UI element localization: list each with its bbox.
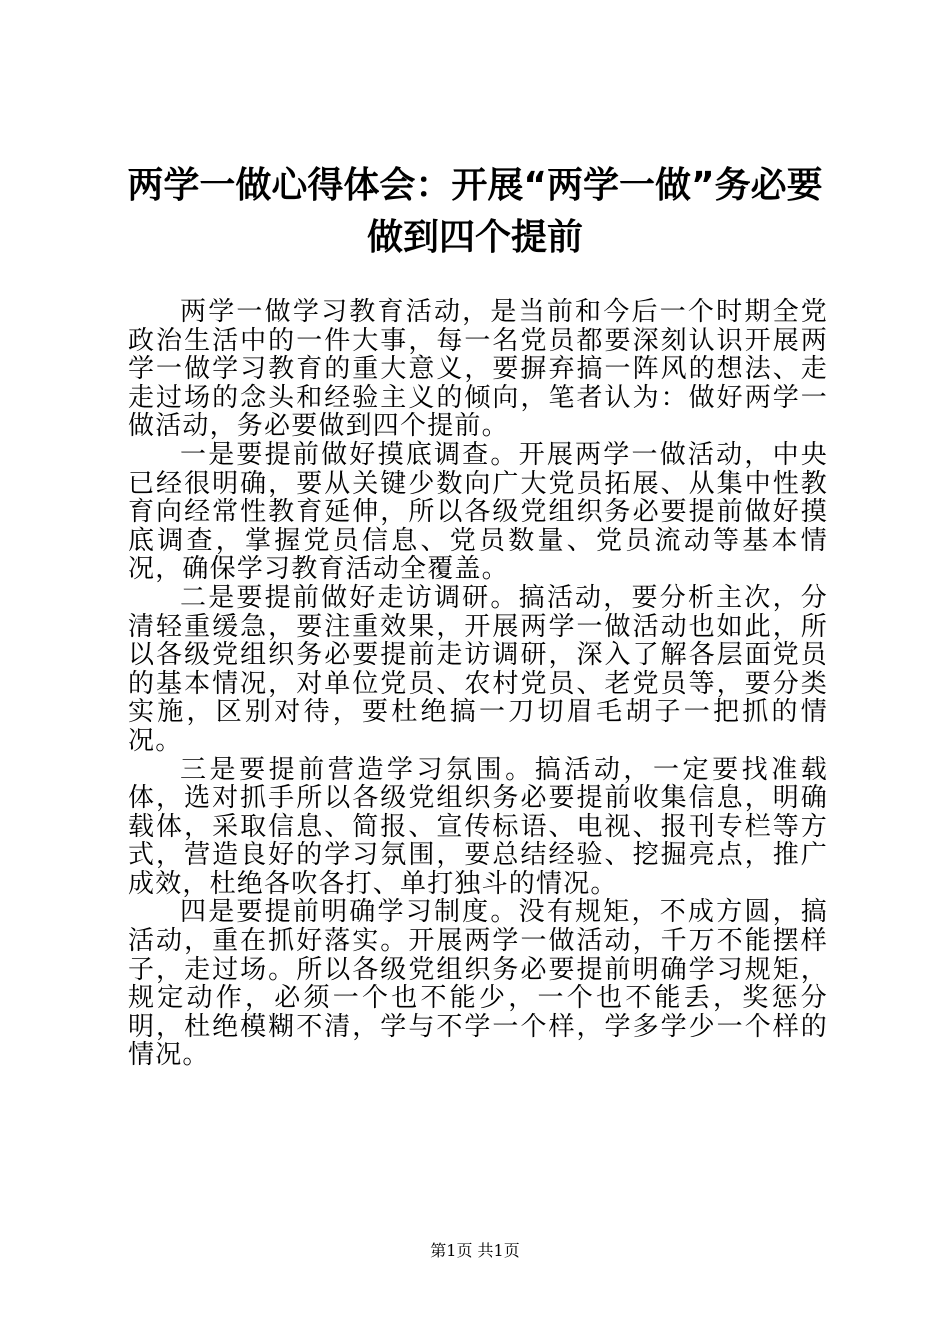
paragraph-second: 二是要提前做好走访调研。搞活动，要分析主次，分清轻重缓急，要注重效果，开展两学一做活动也如此，所以各级党组织务必要提前走访调研，深入了解各层面党员的基本情况，对单位党员、农村党员、老党员等，要分类实施，区别对待，要杜绝搞一刀切眉毛胡子一把抓的情况。 xyxy=(128,582,828,756)
paragraph-intro: 两学一做学习教育活动，是当前和今后一个时期全党政治生活中的一件大事，每一名党员都要深刻认识开展两学一做学习教育的重大意义，要摒弃搞一阵风的想法、走走过场的念头和经验主义的倾向，笔者认为：做好两学一做活动，务必要做到四个提前。 xyxy=(128,297,828,442)
title-line-1: 两学一做心得体会：开展“两学一做”务必要 xyxy=(127,165,823,206)
paragraph-third: 三是要提前营造学习氛围。搞活动，一定要找准载体，选对抓手所以各级党组织务必要提前收集信息，明确载体，采取信息、简报、宣传标语、电视、报刊专栏等方式，营造良好的学习氛围，要总结经验、挖掘亮点，推广成效，杜绝各吹各打、单打独斗的情况。 xyxy=(128,754,828,899)
paragraph-fourth: 四是要提前明确学习制度。没有规矩，不成方圆，搞活动，重在抓好落实。开展两学一做活动，千万不能摆样子，走过场。所以各级党组织务必要提前明确学习规矩，规定动作，必须一个也不能少，一个也不能丢，奖惩分明，杜绝模糊不清，学与不学一个样，学多学少一个样的情况。 xyxy=(128,897,828,1071)
page-number-footer: 第1页 共1页 xyxy=(430,1241,520,1260)
title-line-2: 做到四个提前 xyxy=(366,217,583,258)
paragraph-first: 一是要提前做好摸底调查。开展两学一做活动，中央已经很明确，要从关键少数向广大党员拓展、从集中性教育向经常性教育延伸，所以各级党组织务必要提前做好摸底调查，掌握党员信息、党员数量、党员流动等基本情况，确保学习教育活动全覆盖。 xyxy=(128,439,828,585)
document-title xyxy=(118,160,832,264)
document-body xyxy=(128,298,828,1070)
